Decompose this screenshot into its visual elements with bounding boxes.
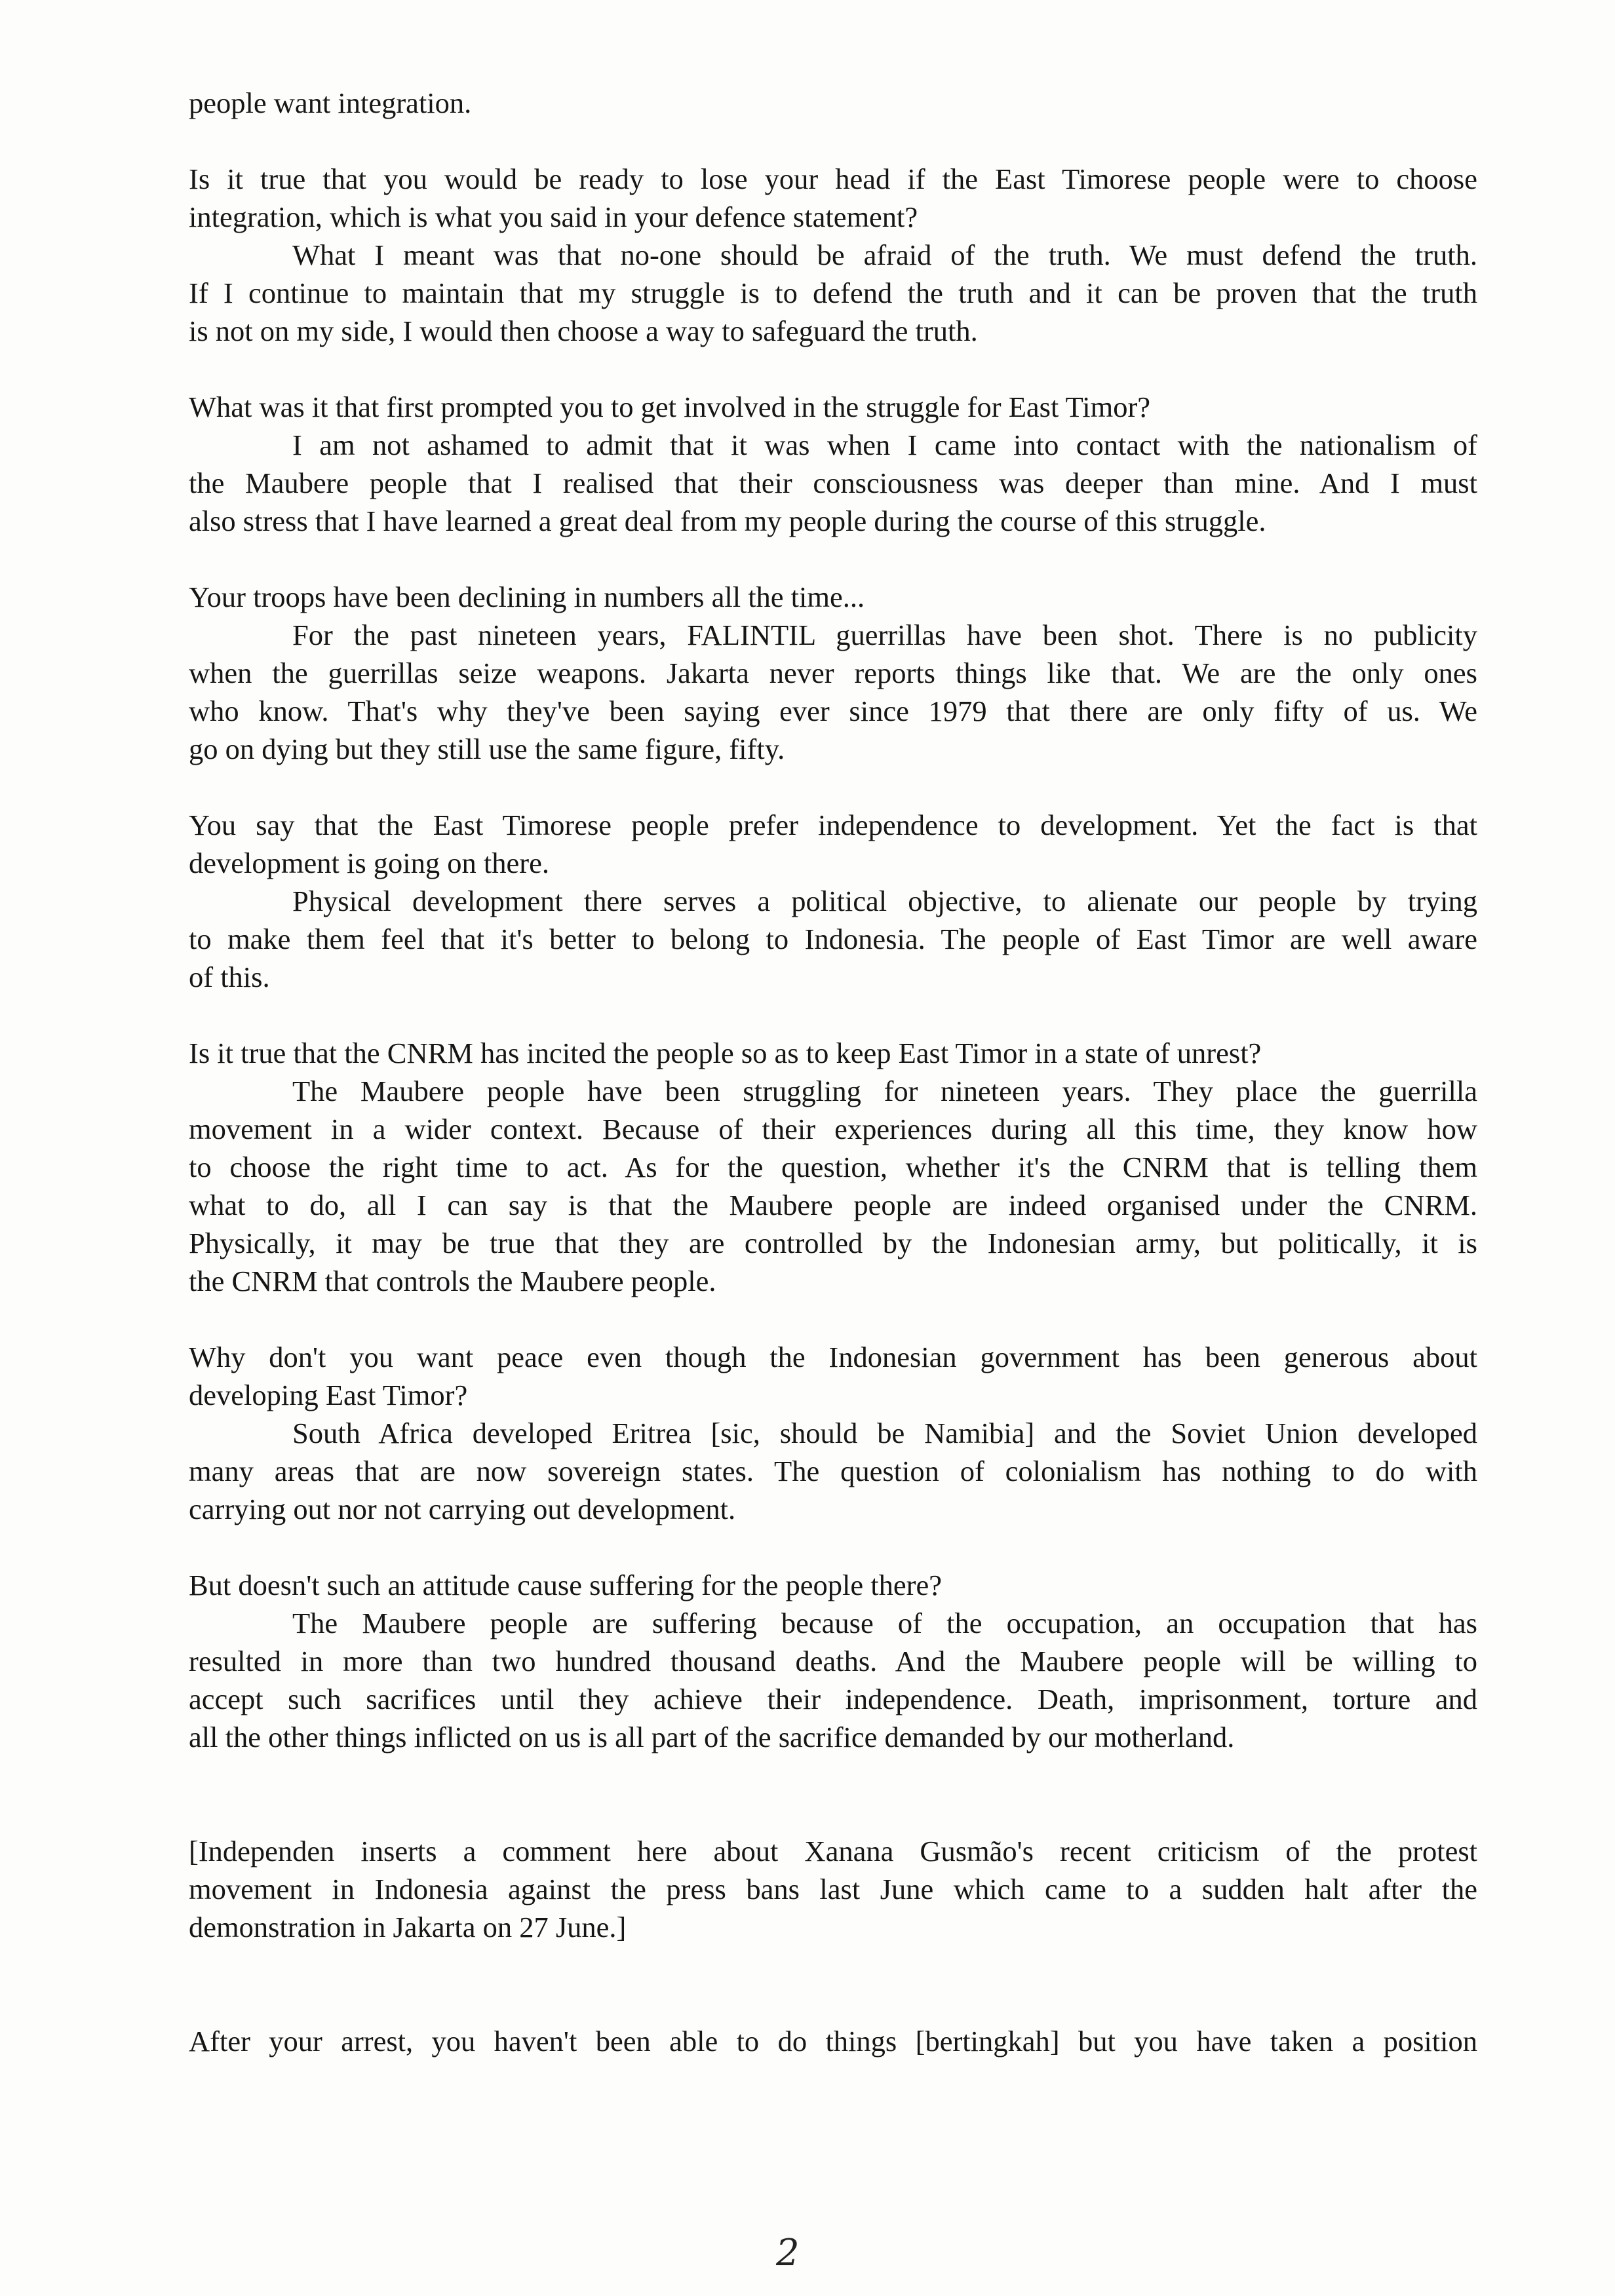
interview-question [189,578,1477,616]
interview-answer [189,882,1477,996]
interview-answer [189,1604,1477,1756]
text-line: Is it true that the CNRM has incited the people so as to keep East Timor in a state of unrest? [189,1037,1262,1069]
interview-answer [189,236,1477,350]
text-line: to make them feel that it's better to belong to Indonesia. The people of East Timor are well aware [189,923,1477,955]
interview-question [189,1034,1477,1072]
text-line: Your troops have been declining in numbers all the time... [189,581,865,613]
interview-answer [189,616,1477,768]
text-line: developing East Timor? [189,1379,468,1411]
text-line: all the other things inflicted on us is all part of the sacrifice demanded by our motherland. [189,1721,1235,1753]
interview-answer [189,1414,1477,1528]
text-line: carrying out nor not carrying out development. [189,1493,736,1525]
text-line: resulted in more than two hundred thousand deaths. And the Maubere people will be willing to [189,1645,1477,1677]
text-line: who know. That's why they've been saying ever since 1979 that there are only fifty of us. We [189,695,1477,727]
text-line: the CNRM that controls the Maubere people. [189,1265,716,1297]
text-line: to choose the right time to act. As for the question, whether it's the CNRM that is telling them [189,1151,1477,1183]
text-line: The Maubere people have been struggling for nineteen years. They place the guerrilla [292,1075,1477,1107]
interview-answer [189,426,1477,540]
text-line: accept such sacrifices until they achieve their independence. Death, imprisonment, torture and [189,1683,1477,1715]
text-line: After your arrest, you haven't been able to do things [bertingkah] but you have taken a position [189,2025,1477,2057]
text-line: integration, which is what you said in your defence statement? [189,201,918,233]
text-line: the Maubere people that I realised that their consciousness was deeper than mine. And I must [189,467,1477,499]
text-line: go on dying but they still use the same figure, fifty. [189,733,785,765]
text-line: The Maubere people are suffering because of the occupation, an occupation that has [292,1607,1477,1639]
text-line: Is it true that you would be ready to lose your head if the East Timorese people were to choose [189,163,1477,195]
text-line: Physically, it may be true that they are controlled by the Indonesian army, but politically, it is [189,1227,1477,1259]
page-number: 2 [776,2232,800,2274]
interview-question [189,806,1477,882]
interview-question [189,1338,1477,1414]
text-line: movement in a wider context. Because of their experiences during all this time, they know how [189,1113,1477,1145]
interview-question [189,1566,1477,1604]
text-line: is not on my side, I would then choose a way to safeguard the truth. [189,315,978,347]
text-line: development is going on there. [189,847,549,879]
text-line: Physical development there serves a political objective, to alienate our people by trying [292,885,1477,917]
text-line: You say that the East Timorese people prefer independence to development. Yet the fact is that [189,809,1477,841]
editorial-note [189,1832,1477,1946]
text-line: [Independen inserts a comment here about Xanana Gusmão's recent criticism of the protest [189,1835,1477,1867]
text-line: when the guerrillas seize weapons. Jakarta never reports things like that. We are the only ones [189,657,1477,689]
text-line: I am not ashamed to admit that it was when I came into contact with the nationalism of [292,429,1477,461]
text-line: of this. [189,961,270,993]
text-line: movement in Indonesia against the press bans last June which came to a sudden halt after the [189,1873,1477,1905]
text-line: For the past nineteen years, FALINTIL guerrillas have been shot. There is no publicity [292,619,1477,651]
interview-question [189,2022,1477,2060]
interview-question [189,388,1477,426]
text-line: If I continue to maintain that my struggle is to defend the truth and it can be proven that the truth [189,277,1477,309]
text-line: What I meant was that no-one should be afraid of the truth. We must defend the truth. [292,239,1477,271]
text-line: people want integration. [189,86,472,119]
text-line: what to do, all I can say is that the Maubere people are indeed organised under the CNRM. [189,1189,1477,1221]
text-line: Why don't you want peace even though the Indonesian government has been generous about [189,1341,1477,1373]
text-line: South Africa developed Eritrea [sic, should be Namibia] and the Soviet Union developed [292,1417,1477,1449]
text-line: many areas that are now sovereign states. The question of colonialism has nothing to do with [189,1455,1477,1487]
text-line: also stress that I have learned a great deal from my people during the course of this struggle. [189,505,1266,537]
text-line: But doesn't such an attitude cause suffering for the people there? [189,1569,942,1601]
interview-question [189,160,1477,236]
text-line: What was it that first prompted you to get involved in the struggle for East Timor? [189,391,1151,423]
interview-answer [189,1072,1477,1300]
text-line: demonstration in Jakarta on 27 June.] [189,1911,627,1943]
document-page [189,84,1477,2060]
answer-continuation [189,84,1477,122]
